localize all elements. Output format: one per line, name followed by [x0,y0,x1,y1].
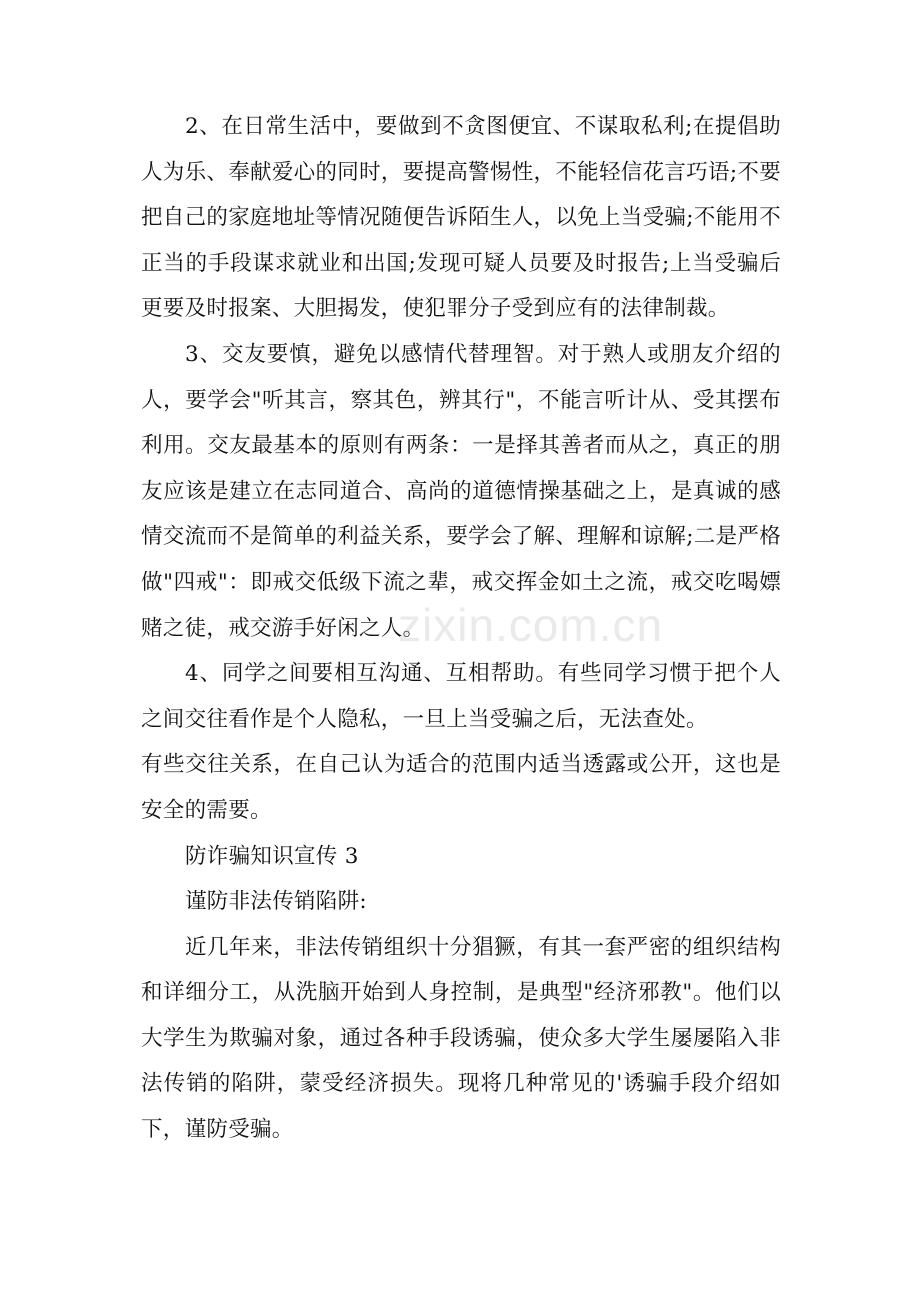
paragraph-tip-4-continued: 有些交往关系，在自己认为适合的范围内适当透露或公开，这也是安全的需要。 [141,752,781,823]
paragraph-tip-3: 3、交友要慎，避免以感情代替理智。对于熟人或朋友介绍的人，要学会"听其言，察其色，辨其行"，不能言听计从、受其摆布利用。交友最基本的原则有两条：一是择其善者而从之，真正的朋友应该是建立在志同道合、高尚的道德情操基础之上，是真诚的感情交流而不是简单的利益关系，要学会了解、理解和谅解;二是严格做"四戒"：即戒交低级下流之辈，戒交挥金如土之流，戒交吃喝嫖赌之徒，戒交游手好闲之人。 [141,341,781,641]
paragraph-pyramid-scheme: 近几年来，非法传销组织十分猖獗，有其一套严密的组织结构和详细分工，从洗脑开始到人身控制，是典型"经济邪教"。他们以大学生为欺骗对象，通过各种手段诱骗，使众多大学生屡屡陷入非法传销的陷阱，蒙受经济损失。现将几种常见的'诱骗手段介绍如下，谨防受骗。 [141,934,781,1143]
paragraph-tip-4: 4、同学之间要相互沟通、互相帮助。有些同学习惯于把个人之间交往看作是个人隐私，一旦上当受骗之后，无法查处。 [141,661,781,732]
section-heading: 防诈骗知识宣传 3 [185,843,359,869]
subsection-heading: 谨防非法传销陷阱: [185,889,367,915]
document-body [141,104,781,1153]
watermark: zixin.com.cn [398,599,664,651]
paragraph-tip-2: 2、在日常生活中，要做到不贪图便宜、不谋取私利;在提倡助人为乐、奉献爱心的同时，要提高警惕性，不能轻信花言巧语;不要把自己的家庭地址等情况随便告诉陌生人，以免上当受骗;不能用不正当的手段谋求就业和出国;发现可疑人员要及时报告;上当受骗后更要及时报案、大胆揭发，使犯罪分子受到应有的法律制裁。 [141,114,781,322]
